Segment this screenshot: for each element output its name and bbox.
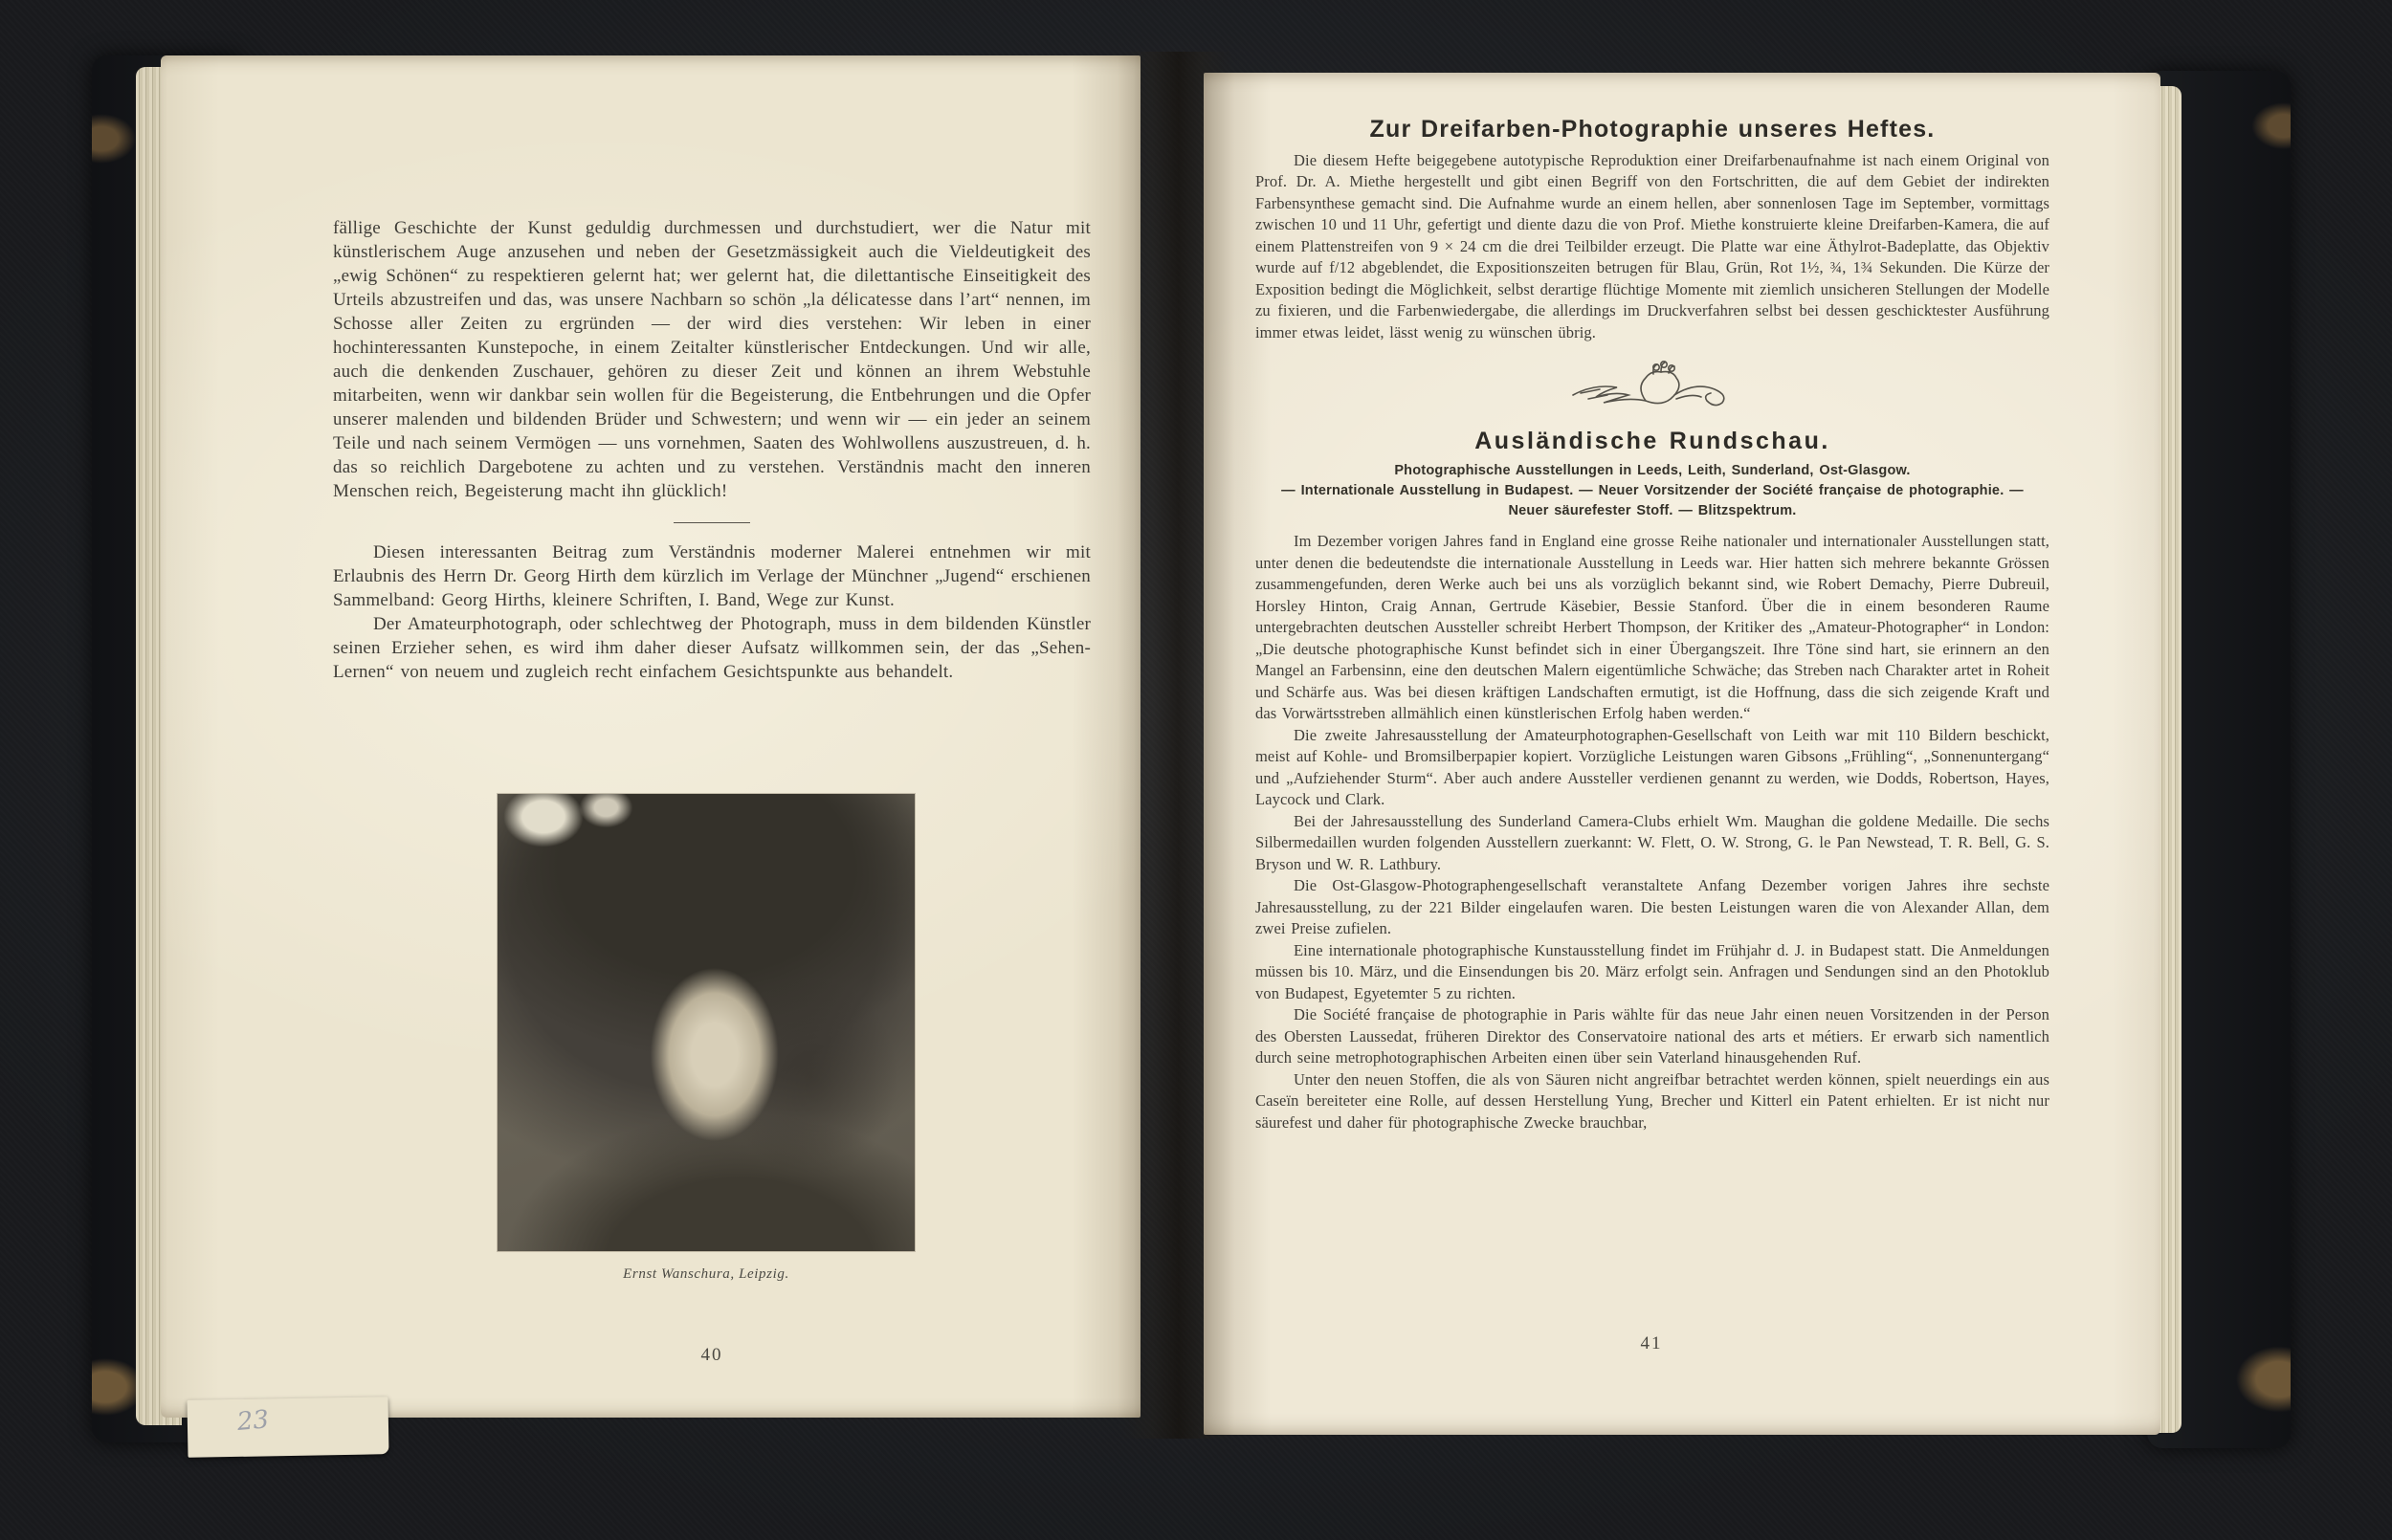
body-paragraph: Die zweite Jahresausstellung der Amateurphotographen-Gesellschaft von Leith war mit 110 Bildern beschickt, meist auf Kohle- und Bromsilberpapier kopiert. Vorzügliche Leistungen waren Gibsons „Frühling“, „Sonnenuntergang“ und „Aufziehender Sturm“. Aber auch andere Aussteller verdienen genannt zu werden, wie Dodds, Robertson, Hayes, Laycock und Clark. xyxy=(1255,725,2049,808)
body-paragraph: Eine internationale photographische Kunstausstellung findet im Frühjahr d. J. in Budapest statt. Die Anmeldungen müssen bis 10. März, und die Einsendungen bis 20. März erfolgt sein. Anfragen und Sendungen sind an den Photoklub von Budapest, Egyetemter 5 zu richten. xyxy=(1255,940,2049,1002)
body-paragraph: Die Société française de photographie in Paris wählte für das neue Jahr einen neuen Vorsitzenden in der Person des Obersten Laussedat, früheren Direktor des Conservatoire national des arts et métiers. Er erwarb sich namentlich durch seine metrophotographischen Arbeiten einen über sein Vaterland hinausgehenden Ruf. xyxy=(1255,1005,2049,1067)
ornament-row xyxy=(1255,359,2049,417)
photo-caption: Ernst Wanschura, Leipzig. xyxy=(623,1266,789,1282)
protruding-page-corner xyxy=(187,1397,388,1458)
portrait-photo xyxy=(498,794,915,1251)
body-paragraph: Diesen interessanten Beitrag zum Verständnis moderner Malerei entnehmen wir mit Erlaubnis des Herrn Dr. Georg Hirth dem kürzlich im Verlage der Münchner „Jugend“ erschienen Sammelband: Georg Hirths, kleinere Schriften, I. Band, Wege zur Kunst. xyxy=(333,542,1091,610)
body-paragraph: Bei der Jahresausstellung des Sunderland Camera-Clubs erhielt Wm. Maughan die goldene Medaille. Die sechs Silbermedaillen wurden folgenden Ausstellern zuerkannt: W. Flett, O. W. Strong, G. le Pan Newstead, T. R. Bell, G. S. Bryson und W. R. Lathbury. xyxy=(1255,811,2049,873)
article-title: Zur Dreifarben-Photographie unseres Heftes. xyxy=(1369,116,1936,143)
section-divider xyxy=(674,522,750,523)
page-number: 41 xyxy=(1640,1333,1663,1353)
article-subtitle-line: — Internationale Ausstellung in Budapest. — Neuer Vorsitzender der Société française de photographie. — xyxy=(1281,483,2024,498)
floral-flourish-icon xyxy=(1561,359,1743,410)
body-paragraph: Die diesem Hefte beigegebene autotypische Reproduktion einer Dreifarbenaufnahme ist nach einem Original von Prof. Dr. A. Miethe hergestellt und gibt einen Begriff von den Fortschritten, die auf dem Gebiet der indirekten Farbensynthese gemacht sind. Die Aufnahme wurde an einem hellen, aber sonnenlosen Tage im September, vormittags zwischen 10 und 11 Uhr, gefertigt und diente dazu die von Prof. Miethe konstruierte kleine Dreifarben-Kamera, die auf einem Plattenstreifen von 9 × 24 cm die drei Teilbilder erzeugt. Die Platte war eine Äthylrot-Badeplatte, das Objektiv wurde auf f/12 abgeblendet, die Expositionszeiten betrugen für Blau, Grün, Rot 1½, ¾, 1¾ Sekunden. Die Kürze der Exposition bedingt die Möglichkeit, selbst derartige flüchtige Momente mit ziemlich unsicheren Stellungen der Modelle zu fixieren, und die Farbenwiedergabe, die allerdings im Druckverfahren selbst bei dessen geschicktester Ausführung immer etwas leidet, lässt wenig zu wünschen übrig. xyxy=(1255,150,2049,341)
body-paragraph: Unter den neuen Stoffen, die als von Säuren nicht angreifbar betrachtet werden können, spielt neuerdings ein aus Caseïn bereiteter eine Rolle, auf dessen Herstellung Yung, Brecher und Kitterl ein Patent erhielten. Er ist nicht nur säurefest und daher für photographische Zwecke brauchbar, xyxy=(1255,1069,2049,1132)
body-paragraph: Die Ost-Glasgow-Photographengesellschaft veranstaltete Anfang Dezember vorigen Jahres ihre sechste Jahresausstellung, zu der 221 Bilder eingelaufen waren. Die besten Leistungen waren die von Alexander Allan, dem zwei Preise zufielen. xyxy=(1255,876,2049,937)
body-paragraph: Im Dezember vorigen Jahres fand in England eine grosse Reihe nationaler und internationaler Ausstellungen statt, unter denen die bedeutendste die internationale Ausstellung in Leeds war. Hier hatten sich mehrere bekannte Grössen zusammengefunden, deren Werke auch bei uns als vorzüglich bekannt sind, wie Robert Demachy, Pierre Dubreuil, Horsley Hinton, Craig Annan, Gertrude Käsebier, Bessie Stanford. Über die in einem besonderen Raume untergebrachten deutschen Aussteller schreibt Herbert Thompson, der Kritiker des „Amateur-Photographer“ in London: „Die deutsche photographische Kunst befindet sich in einer Übergangszeit. Ihre Töne sind hart, sie erinnern an den Mangel an Farbensinn, eine den deutschen Malern eigentümliche Schwäche; das Streben nach Charakter artet in Roheit und Schärfe aus. Was bei diesen kräftigen Landschaften ermutigt, ist die Hoffnung, dass die sich zeigende Kraft und das Vorwärtsstreben allmählich einen künstlerischen Erfolg haben werden.“ xyxy=(1255,532,2049,722)
left-page xyxy=(161,55,1141,1418)
page-number: 40 xyxy=(700,1345,723,1365)
article-subtitle-line: Photographische Ausstellungen in Leeds, Leith, Sunderland, Ost-Glasgow. xyxy=(1394,463,1911,478)
left-page-text-column xyxy=(333,216,1091,684)
article-title: Ausländische Rundschau. xyxy=(1474,427,1830,454)
right-page xyxy=(1204,73,2160,1435)
body-paragraph: Der Amateurphotograph, oder schlechtweg der Photograph, muss in dem bildenden Künstler seinen Erzieher sehen, es wird ihm daher dieser Aufsatz willkommen sein, der das „Sehen-Lernen“ von neuem und zugleich recht einfachem Gesichtspunkte aus behandelt. xyxy=(333,614,1091,682)
handwritten-note: 23 xyxy=(235,1405,271,1438)
body-paragraph: fällige Geschichte der Kunst geduldig durchmessen und durchstudiert, wer die Natur mit künstlerischem Auge anzusehen und neben der Gesetzmässigkeit auch die Vieldeutigkeit des „ewig Schönen“ zu respektieren gelernt hat; wer gelernt hat, die dilettantische Einseitigkeit des Urteils abzustreifen und das, was unsere Nachbarn so schön „la délicatesse dans l’art“ nennen, im Schosse aller Zeiten zu ergründen — der wird dies verstehen: Wir leben in einer hochinteressanten Kunstepoche, in einem Zeitalter künstlerischer Entdeckungen. Und wir alle, auch die denkenden Zuschauer, gehören zu dieser Zeit und können an ihrem Webstuhle mitarbeiten, wenn wir dankbar sein wollen für die Begeisterung, die Entbehrungen und die Opfer unserer malenden und bildenden Brüder und Schwestern; und wenn wir — ein jeder an seinem Teile und nach seinem Vermögen — uns vornehmen, Saaten des Wohlwollens auszustreuen, d. h. das so reichlich Dargebotene zu achten und zu verstehen. Verständnis macht den inneren Menschen reich, Begeisterung macht ihn glücklich! xyxy=(333,218,1091,501)
article-subtitle-line: Neuer säurefester Stoff. — Blitzspektrum. xyxy=(1508,503,1797,518)
right-page-text-column xyxy=(1255,116,2049,1133)
